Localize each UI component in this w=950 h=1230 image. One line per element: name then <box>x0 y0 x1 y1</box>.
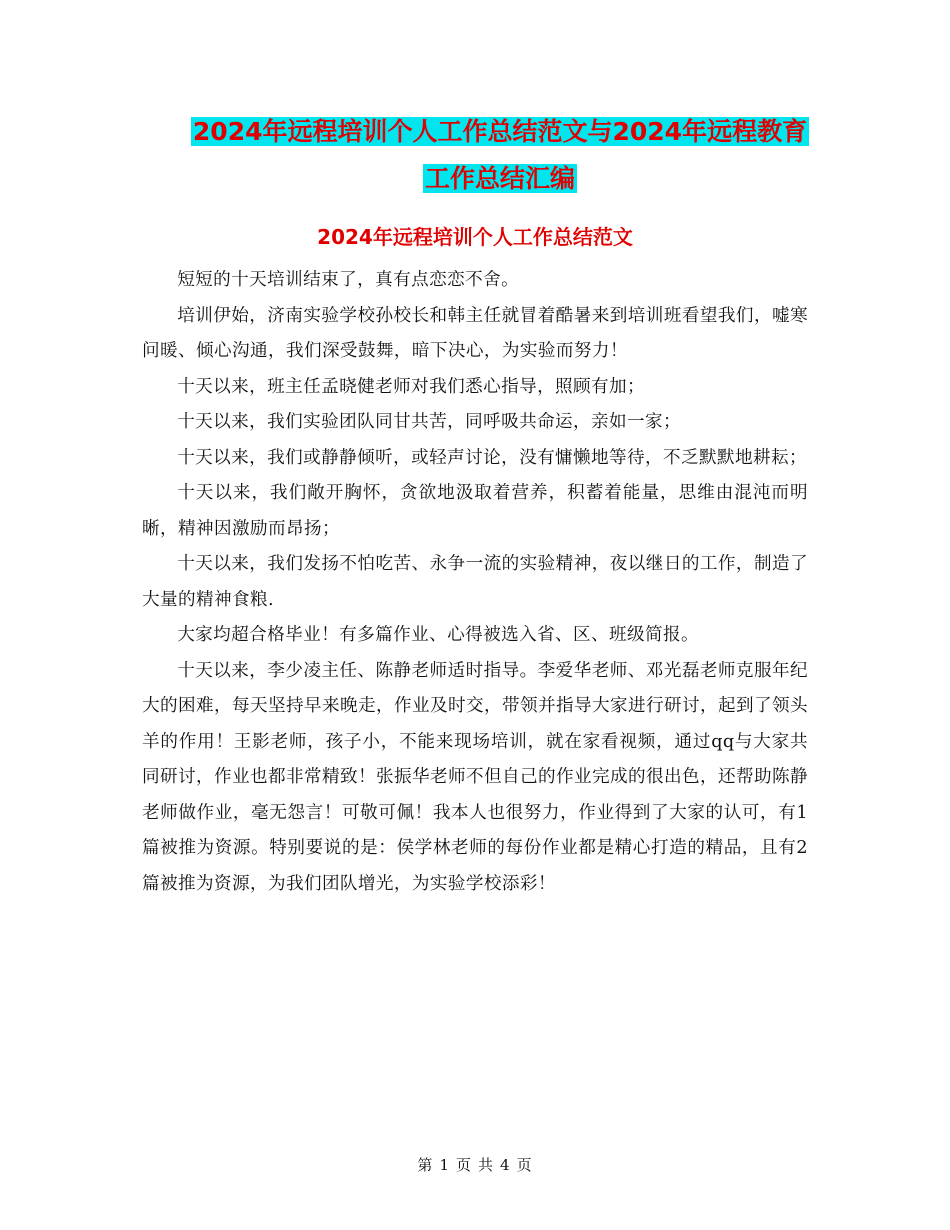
paragraph: 短短的十天培训结束了，真有点恋恋不舍。 <box>177 270 520 290</box>
title-line-2: 工作总结汇编 <box>424 164 575 193</box>
footer-total-pages: 4 <box>500 1156 511 1174</box>
paragraph: 十天以来，李少凌主任、陈静老师适时指导。李爱华老师、邓光磊老师克服年纪大的困难，每天坚持早来晚走，作业及时交，带领并指导大家进行研讨，起到了领头羊的作用！王影老师，孩子小，不能来现场培训，就在家看视频，通过qq与大家共同研讨，作业也都非常精致！张振华老师不但自己的作业完成的很出色，还帮助陈静老师做作业，毫无怨言！可敬可佩！我本人也很努力，作业得到了大家的认可，有1篇被推为资源。特别要说的是：侯学林老师的每份作业都是精心打造的精品，且有2篇被推为资源，为我们团队增光，为实验学校添彩！ <box>142 660 808 894</box>
footer-total-prefix: 共 <box>478 1156 495 1174</box>
footer-total-unit: 页 <box>516 1156 533 1174</box>
footer-page-prefix: 第 <box>417 1156 434 1174</box>
paragraph: 大家均超合格毕业！有多篇作业、心得被选入省、区、班级简报。 <box>177 625 700 645</box>
page-footer <box>0 1154 950 1175</box>
title-line-1: 2024年远程培训个人工作总结范文与2024年远程教育 <box>192 117 808 146</box>
paragraph: 十天以来，班主任孟晓健老师对我们悉心指导，照顾有加； <box>177 376 646 397</box>
footer-page-unit: 页 <box>455 1156 472 1174</box>
paragraph: 培训伊始，济南实验学校孙校长和韩主任就冒着酷暑来到培训班看望我们，嘘寒问暖、倾心沟通，我们深受鼓舞，暗下决心，为实验而努力！ <box>142 305 808 361</box>
body-text <box>142 263 808 902</box>
paragraph: 十天以来，我们实验团队同甘共苦，同呼吸共命运，亲如一家； <box>177 412 682 432</box>
section-title: 2024年远程培训个人工作总结范文 <box>317 225 633 249</box>
paragraph: 十天以来，我们发扬不怕吃苦、永争一流的实验精神，夜以继日的工作，制造了大量的精神食粮. <box>142 554 808 610</box>
document-title <box>140 108 860 202</box>
footer-page-number: 1 <box>439 1156 450 1174</box>
paragraph: 十天以来，我们或静静倾听，或轻声讨论，没有慵懒地等待，不乏默默地耕耘； <box>177 447 807 468</box>
paragraph: 十天以来，我们敞开胸怀，贪欲地汲取着营养，积蓄着能量，思维由混沌而明晰，精神因激励而昂扬； <box>142 483 808 539</box>
